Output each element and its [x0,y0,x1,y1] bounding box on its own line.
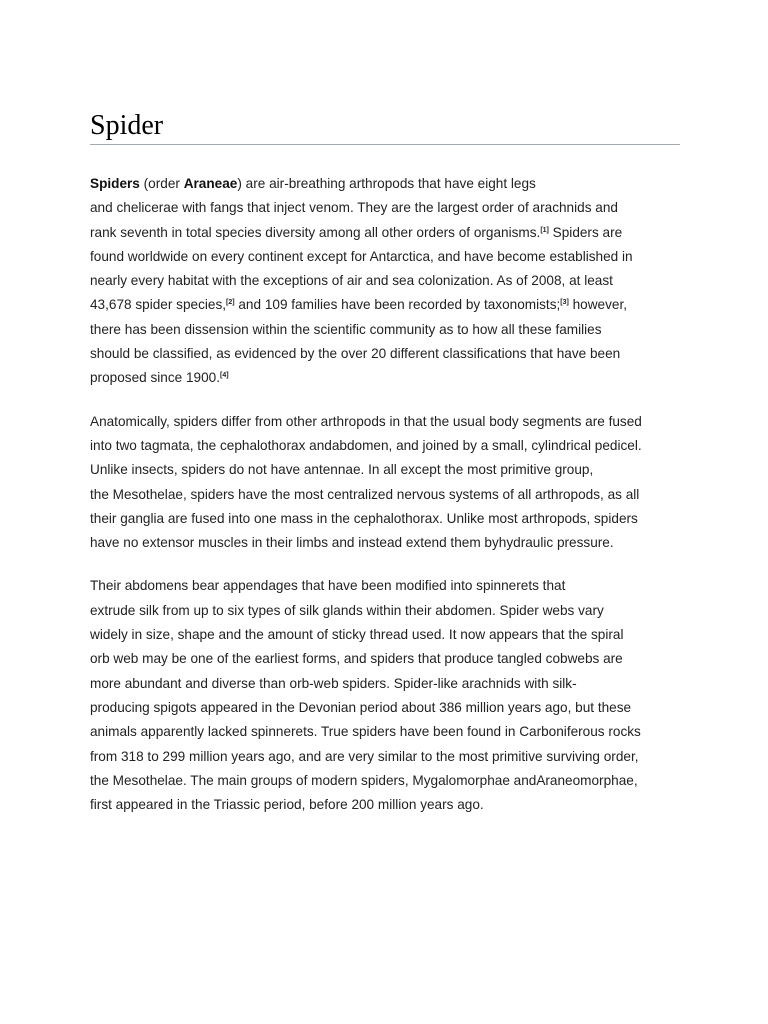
text-run: the Mesothelae, spiders have the most centralized nervous systems of all arthropods, as all [90,486,640,502]
text-line [90,366,680,390]
text-run: proposed since 1900. [90,370,220,386]
text-run: first appeared in the Triassic period, before 200 million years ago. [90,797,484,813]
title-divider [90,144,680,145]
text-run: widely in size, shape and the amount of sticky thread used. It now appears that the spiral [90,627,624,643]
text-line [90,745,680,769]
text-line [90,483,680,507]
text-run: the Mesothelae. The main groups of modern spiders, Mygalomorphae andAraneomorphae, [90,772,638,788]
text-run: 43,678 spider species, [90,297,227,313]
text-line [90,647,680,671]
text-run: ) are air-breathing arthropods that have eight legs [237,176,536,191]
text-run: animals apparently lacked spinnerets. True spiders have been found in Carboniferous rocks [90,724,641,740]
text-run: Spiders are [548,224,623,240]
citation-ref[interactable]: [4] [220,372,229,380]
text-line [90,221,680,245]
text-line [90,793,680,817]
text-line [90,458,680,482]
text-line [90,196,680,220]
bold-term: Araneae [183,176,238,191]
page-title: Spider [90,110,164,141]
text-run: and 109 families have been recorded by taxonomists; [234,297,561,313]
text-run: however, [568,297,628,313]
text-line [90,599,680,623]
text-run: Their abdomens bear appendages that have been modified into spinnerets that [90,578,566,594]
text-run: from 318 to 299 million years ago, and are very similar to the most primitive surviving order, [90,748,639,764]
text-line [90,672,680,696]
text-line [90,342,680,366]
text-run: and chelicerae with fangs that inject venom. They are the largest order of arachnids and [90,200,618,216]
text-run: rank seventh in total species diversity among all other orders of organisms. [90,224,541,240]
text-line [90,720,680,744]
paragraph-2 [90,410,680,556]
text-line [90,574,680,598]
article [90,108,680,817]
citation-ref[interactable]: [3] [560,299,569,307]
paragraph-1 [90,172,680,391]
citation-ref[interactable]: [1] [540,226,549,234]
text-run: nearly every habitat with the exceptions of air and sea colonization. As of 2008, at least [90,273,613,289]
text-run: more abundant and diverse than orb-web spiders. Spider-like arachnids with silk- [90,675,577,691]
text-line [90,269,680,293]
text-line [90,507,680,531]
text-line [90,623,680,647]
citation-ref[interactable]: [2] [226,299,235,307]
text-run: their ganglia are fused into one mass in the cephalothorax. Unlike most arthropods, spiders [90,510,638,526]
article-body [90,172,680,817]
text-run: extrude silk from up to six types of silk glands within their abdomen. Spider webs vary [90,602,604,618]
text-line [90,410,680,434]
text-line [90,172,680,196]
text-run: into two tagmata, the cephalothorax andabdomen, and joined by a small, cylindrical pedicel. [90,437,642,453]
text-run: Anatomically, spiders differ from other arthropods in that the usual body segments are fused [90,413,642,429]
text-run: (order [139,176,184,191]
bold-term: Spiders [90,176,140,191]
text-run: should be classified, as evidenced by the over 20 different classifications that have been [90,346,621,362]
text-line [90,318,680,342]
paragraph-3 [90,574,680,817]
text-line [90,531,680,555]
text-run: found worldwide on every continent except for Antarctica, and have become established in [90,248,633,264]
text-line [90,245,680,269]
text-line [90,696,680,720]
text-line [90,769,680,793]
text-run: have no extensor muscles in their limbs and instead extend them byhydraulic pressure. [90,535,614,551]
text-line [90,434,680,458]
text-run: orb web may be one of the earliest forms, and spiders that produce tangled cobwebs are [90,651,623,667]
text-run: there has been dissension within the scientific community as to how all these families [90,321,602,337]
text-run: producing spigots appeared in the Devonian period about 386 million years ago, but these [90,699,632,715]
text-line [90,293,680,317]
text-run: Unlike insects, spiders do not have antennae. In all except the most primitive group, [90,462,594,478]
